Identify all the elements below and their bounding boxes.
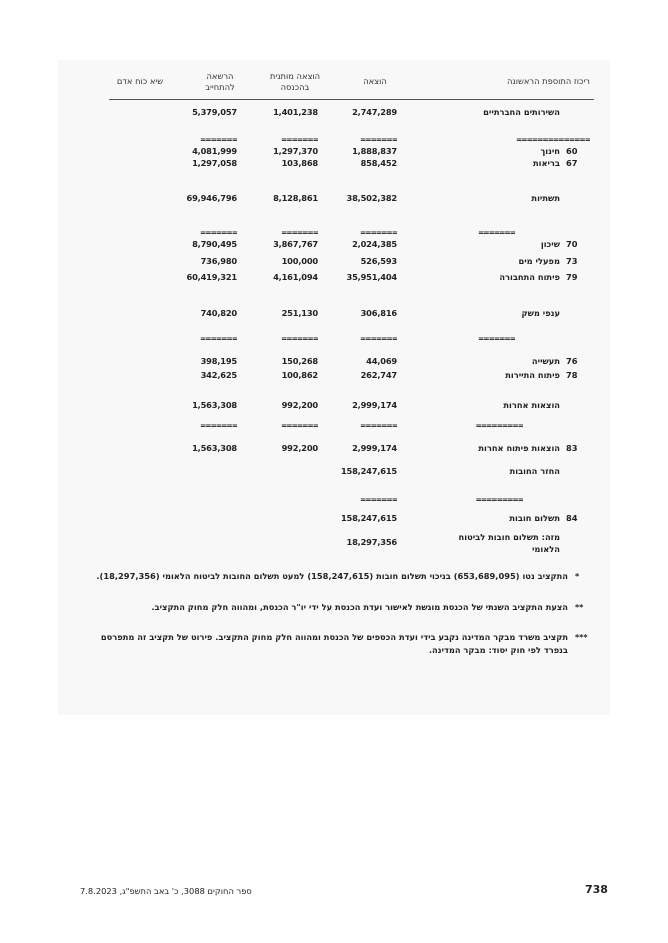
authorization-value: 8,790,495 bbox=[192, 239, 237, 249]
separator: ======= bbox=[360, 136, 397, 144]
header-authorization bbox=[185, 71, 255, 93]
header-summary: ריכוז התוספת הראשונה bbox=[506, 76, 590, 86]
separator: ======= bbox=[478, 229, 515, 237]
row-code: 60 bbox=[566, 146, 578, 156]
note-mark: * bbox=[575, 572, 580, 581]
conditional-value: 1,297,370 bbox=[273, 146, 318, 156]
expense-value: 2,999,174 bbox=[352, 400, 397, 410]
authorization-value: 398,195 bbox=[200, 356, 237, 366]
conditional-value: 1,401,238 bbox=[273, 107, 318, 117]
authorization-value: 736,980 bbox=[200, 256, 237, 266]
row-code: 83 bbox=[566, 443, 578, 453]
conditional-value: 100,000 bbox=[281, 256, 318, 266]
row-label: שיכון bbox=[540, 239, 560, 249]
separator: ========= bbox=[475, 422, 523, 430]
row-label: פיתוח התיירות bbox=[505, 370, 560, 380]
expense-value: 35,951,404 bbox=[346, 272, 397, 282]
separator: ============== bbox=[516, 136, 590, 144]
conditional-value: 992,200 bbox=[281, 400, 318, 410]
publication-footer: ספר החוקים 3088, כ' באב התשפ"ג, 7.8.2023 bbox=[80, 886, 252, 896]
header-conditional bbox=[255, 71, 335, 93]
row-label: פיתוח התחבורה bbox=[499, 272, 560, 282]
footnote: תקציב משרד מבקר המדינה נקבע בידי ועדת הכספים של הכנסת ומהווה חלק מחוק התקציב. פירוט של תקציב זה מתפרסם בנפרד לפי חוק יסוד: מבקר המדינה. bbox=[100, 632, 568, 655]
separator: ======= bbox=[360, 422, 397, 430]
expense-value: 2,024,385 bbox=[352, 239, 397, 249]
expense-value: 158,247,615 bbox=[340, 466, 397, 476]
sub-row-label-line1: מזה: תשלום חובות לביטוח bbox=[458, 532, 560, 542]
row-label: הוצאות אחרות bbox=[503, 400, 560, 410]
row-code: 79 bbox=[566, 272, 578, 282]
sub-row-label-line2: הלאומי bbox=[531, 544, 560, 554]
row-label: השירותים החברתיים bbox=[483, 107, 560, 117]
separator: ========= bbox=[475, 496, 523, 504]
conditional-value: 150,268 bbox=[281, 356, 318, 366]
page-number: 738 bbox=[585, 883, 608, 896]
authorization-value: 1,297,058 bbox=[192, 158, 237, 168]
separator: ======= bbox=[281, 136, 318, 144]
conditional-value: 3,867,767 bbox=[273, 239, 318, 249]
row-label: החזר החובות bbox=[509, 466, 560, 476]
row-label: ענפי משק bbox=[521, 308, 560, 318]
row-label: מפעלי מים bbox=[518, 256, 560, 266]
separator: ======= bbox=[200, 229, 237, 237]
row-label: בריאות bbox=[532, 158, 560, 168]
conditional-value: 4,161,094 bbox=[273, 272, 318, 282]
expense-value: 2,747,289 bbox=[352, 107, 397, 117]
authorization-value: 4,081,999 bbox=[192, 146, 237, 156]
footnote: הצעת התקציב השנתי של הכנסת מוגשת לאישור ועדת הכנסת על ידי יו"ר הכנסת, ומהווה חלק מחוק התקציב. bbox=[151, 602, 568, 612]
note-mark: ** bbox=[575, 603, 584, 612]
separator: ======= bbox=[200, 136, 237, 144]
separator: ======= bbox=[200, 335, 237, 343]
separator: ======= bbox=[281, 229, 318, 237]
header-conditional-line2: בהכנסה bbox=[280, 82, 310, 92]
row-code: 73 bbox=[566, 256, 578, 266]
expense-value: 158,247,615 bbox=[340, 513, 397, 523]
conditional-value: 992,200 bbox=[281, 443, 318, 453]
separator: ======= bbox=[200, 422, 237, 430]
expense-value: 44,069 bbox=[366, 356, 397, 366]
conditional-value: 103,868 bbox=[281, 158, 318, 168]
row-label: תעשייה bbox=[531, 356, 560, 366]
header-conditional-line1: הוצאה מותנית bbox=[269, 71, 321, 81]
authorization-value: 1,563,308 bbox=[192, 400, 237, 410]
separator: ======= bbox=[360, 335, 397, 343]
expense-value: 526,593 bbox=[360, 256, 397, 266]
authorization-value: 5,379,057 bbox=[192, 107, 237, 117]
separator: ======= bbox=[360, 496, 397, 504]
separator: ======= bbox=[360, 229, 397, 237]
sub-row-label bbox=[459, 531, 560, 555]
authorization-value: 1,563,308 bbox=[192, 443, 237, 453]
header-authorization-line1: הרשאה bbox=[206, 71, 234, 81]
footnote: התקציב נטו (653,689,095) בניכוי תשלום חובות (158,247,615) למעט תשלום החובות לביטוח הלאומי (18,297,356). bbox=[96, 571, 568, 581]
expense-value: 18,297,356 bbox=[346, 537, 397, 547]
header-authorization-line2: להתחייב bbox=[205, 82, 235, 92]
expense-value: 1,888,837 bbox=[352, 146, 397, 156]
separator: ======= bbox=[281, 335, 318, 343]
row-label: חינוך bbox=[540, 146, 560, 156]
conditional-value: 251,130 bbox=[281, 308, 318, 318]
note-mark: *** bbox=[575, 633, 588, 642]
header-divider bbox=[109, 99, 594, 100]
authorization-value: 69,946,796 bbox=[186, 193, 237, 203]
row-code: 84 bbox=[566, 513, 578, 523]
header-manpower: שיא כוח אדם bbox=[116, 76, 164, 86]
row-code: 78 bbox=[566, 370, 578, 380]
conditional-value: 100,862 bbox=[281, 370, 318, 380]
expense-value: 262,747 bbox=[360, 370, 397, 380]
row-code: 70 bbox=[566, 239, 578, 249]
expense-value: 858,452 bbox=[360, 158, 397, 168]
expense-value: 306,816 bbox=[360, 308, 397, 318]
authorization-value: 60,419,321 bbox=[186, 272, 237, 282]
expense-value: 38,502,382 bbox=[346, 193, 397, 203]
conditional-value: 8,128,861 bbox=[273, 193, 318, 203]
row-label: תשלום חובות bbox=[509, 513, 560, 523]
authorization-value: 342,625 bbox=[200, 370, 237, 380]
separator: ======= bbox=[478, 335, 515, 343]
expense-value: 2,999,174 bbox=[352, 443, 397, 453]
authorization-value: 740,820 bbox=[200, 308, 237, 318]
row-code: 76 bbox=[566, 356, 578, 366]
row-code: 67 bbox=[566, 158, 578, 168]
header-expense: הוצאה bbox=[363, 76, 387, 86]
separator: ======= bbox=[281, 422, 318, 430]
row-label: הוצאות פיתוח אחרות bbox=[478, 443, 560, 453]
row-label: תשתיות bbox=[531, 193, 560, 203]
